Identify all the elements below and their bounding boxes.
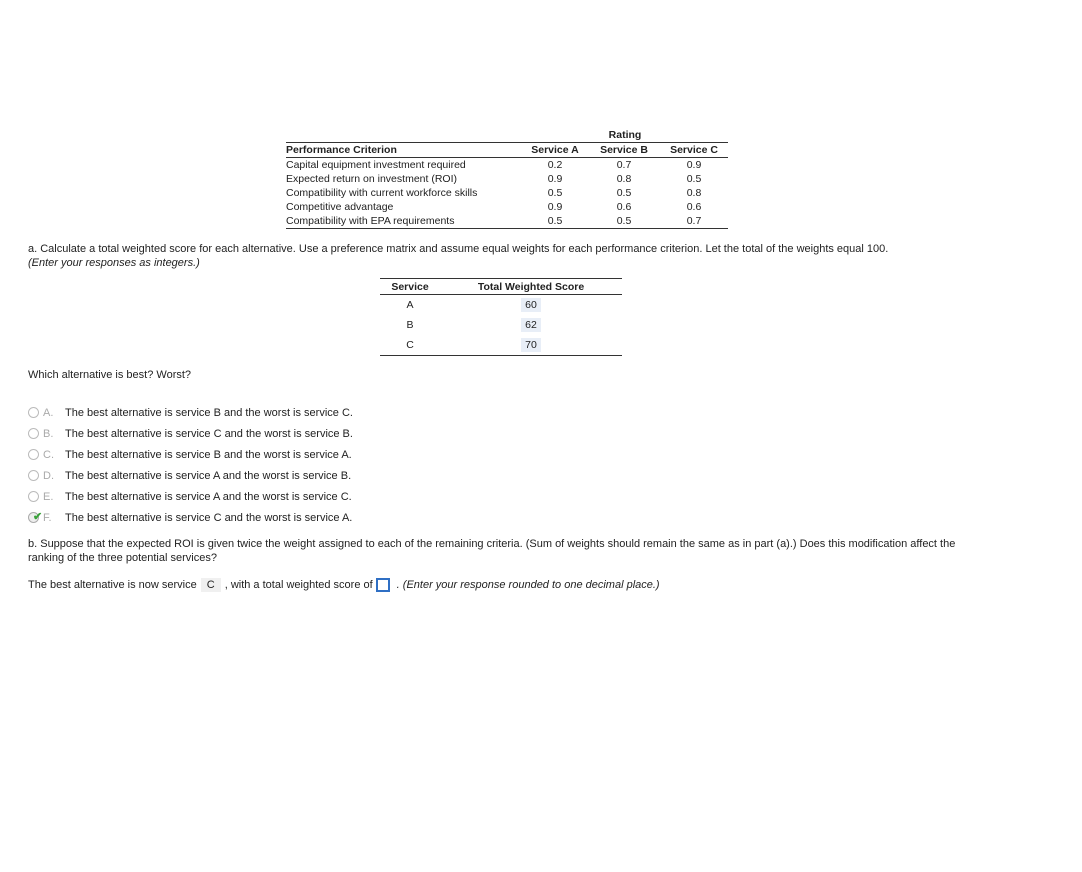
service-label: C [380,335,440,356]
rating-value: 0.2 [547,159,563,171]
criterion-label: Expected return on investment (ROI) [286,173,457,185]
rating-value: 0.9 [547,201,563,213]
table-row [286,172,728,186]
table-row [286,186,728,200]
option-letter: B. [43,427,54,440]
table-row [286,214,728,229]
rating-value: 0.5 [686,173,702,185]
radio-button[interactable] [28,407,39,418]
criterion-label: Competitive advantage [286,201,394,213]
option-letter: D. [43,469,54,482]
service-dropdown[interactable]: C [201,578,221,592]
checkmark-icon: ✔ [33,511,43,523]
service-label: A [406,299,414,311]
rating-value: 0.7 [616,159,632,171]
radio-button[interactable] [28,470,39,481]
option-text: The best alternative is service A and the worst is service B. [65,469,352,482]
option-text: The best alternative is service B and the worst is service A. [65,448,352,461]
rating-value: 0.5 [616,187,632,199]
option-c[interactable] [28,444,353,465]
table-row [380,335,622,356]
service-a-header: Service A [522,143,588,158]
answer-instruction: . (Enter your response rounded to one decimal place.) [396,579,660,591]
answer-prefix: The best alternative is now service [28,579,197,591]
rating-value: 0.5 [588,214,660,229]
part-b-answer-line [28,578,660,592]
table-row [286,158,728,173]
option-text: The best alternative is service B and the worst is service C. [65,406,353,419]
rating-value: 0.5 [522,214,588,229]
service-c-header: Service C [660,143,728,158]
radio-button[interactable] [28,491,39,502]
rating-value: 0.9 [547,173,563,185]
radio-button[interactable] [28,449,39,460]
which-question: Which alternative is best? Worst? [28,369,192,381]
answer-options [28,402,353,528]
table-row [286,200,728,214]
option-text: The best alternative is service A and the worst is service C. [65,490,352,503]
rating-table [286,128,728,229]
rating-label: Rating [608,129,642,141]
option-letter: C. [43,448,54,461]
option-letter: A. [43,406,54,419]
rating-value: 0.6 [686,201,702,213]
option-e[interactable] [28,486,353,507]
table-row [380,295,622,316]
service-column-header: Service [380,279,440,295]
option-letter: F. [43,511,52,524]
rating-value: 0.6 [616,201,632,213]
answer-middle: , with a total weighted score of [224,579,373,591]
score-answer-field[interactable]: 62 [521,318,541,332]
criterion-label: Compatibility with current workforce skills [286,187,478,199]
option-b[interactable] [28,423,353,444]
criterion-header: Performance Criterion [286,143,522,158]
radio-button[interactable] [28,428,39,439]
score-column-header: Total Weighted Score [440,279,622,295]
option-f[interactable] [28,507,353,528]
service-label: B [406,319,414,331]
part-b-question: b. Suppose that the expected ROI is given twice the weight assigned to each of the remaining criteria. (Sum of weights should remain the same as in part (a).) Does this modification affect the ranking of the three potential services? [28,538,956,564]
option-a[interactable] [28,402,353,423]
rating-value: 0.8 [616,173,632,185]
rating-value: 0.5 [547,187,563,199]
part-a-question [28,242,888,270]
service-b-header: Service B [588,143,660,158]
score-table [380,278,622,356]
option-text: The best alternative is service C and the worst is service A. [65,511,353,524]
option-d[interactable] [28,465,353,486]
part-a-note: (Enter your responses as integers.) [28,257,200,269]
option-letter: E. [43,490,54,503]
score-answer-field[interactable]: 60 [521,298,541,312]
rating-value: 0.9 [686,159,702,171]
rating-value: 0.7 [660,214,728,229]
radio-button-selected[interactable] [28,511,43,523]
rating-value: 0.8 [686,187,702,199]
part-a-text: a. Calculate a total weighted score for each alternative. Use a preference matrix and assume equal weights for each performance criterion. Let the total of the weights equal 100. [28,243,889,255]
table-row [380,315,622,335]
score-answer-field[interactable]: 70 [521,338,541,352]
criterion-label: Capital equipment investment required [286,159,466,171]
weighted-score-input[interactable] [376,578,390,592]
criterion-label: Compatibility with EPA requirements [286,214,522,229]
option-text: The best alternative is service C and the worst is service B. [65,427,353,440]
